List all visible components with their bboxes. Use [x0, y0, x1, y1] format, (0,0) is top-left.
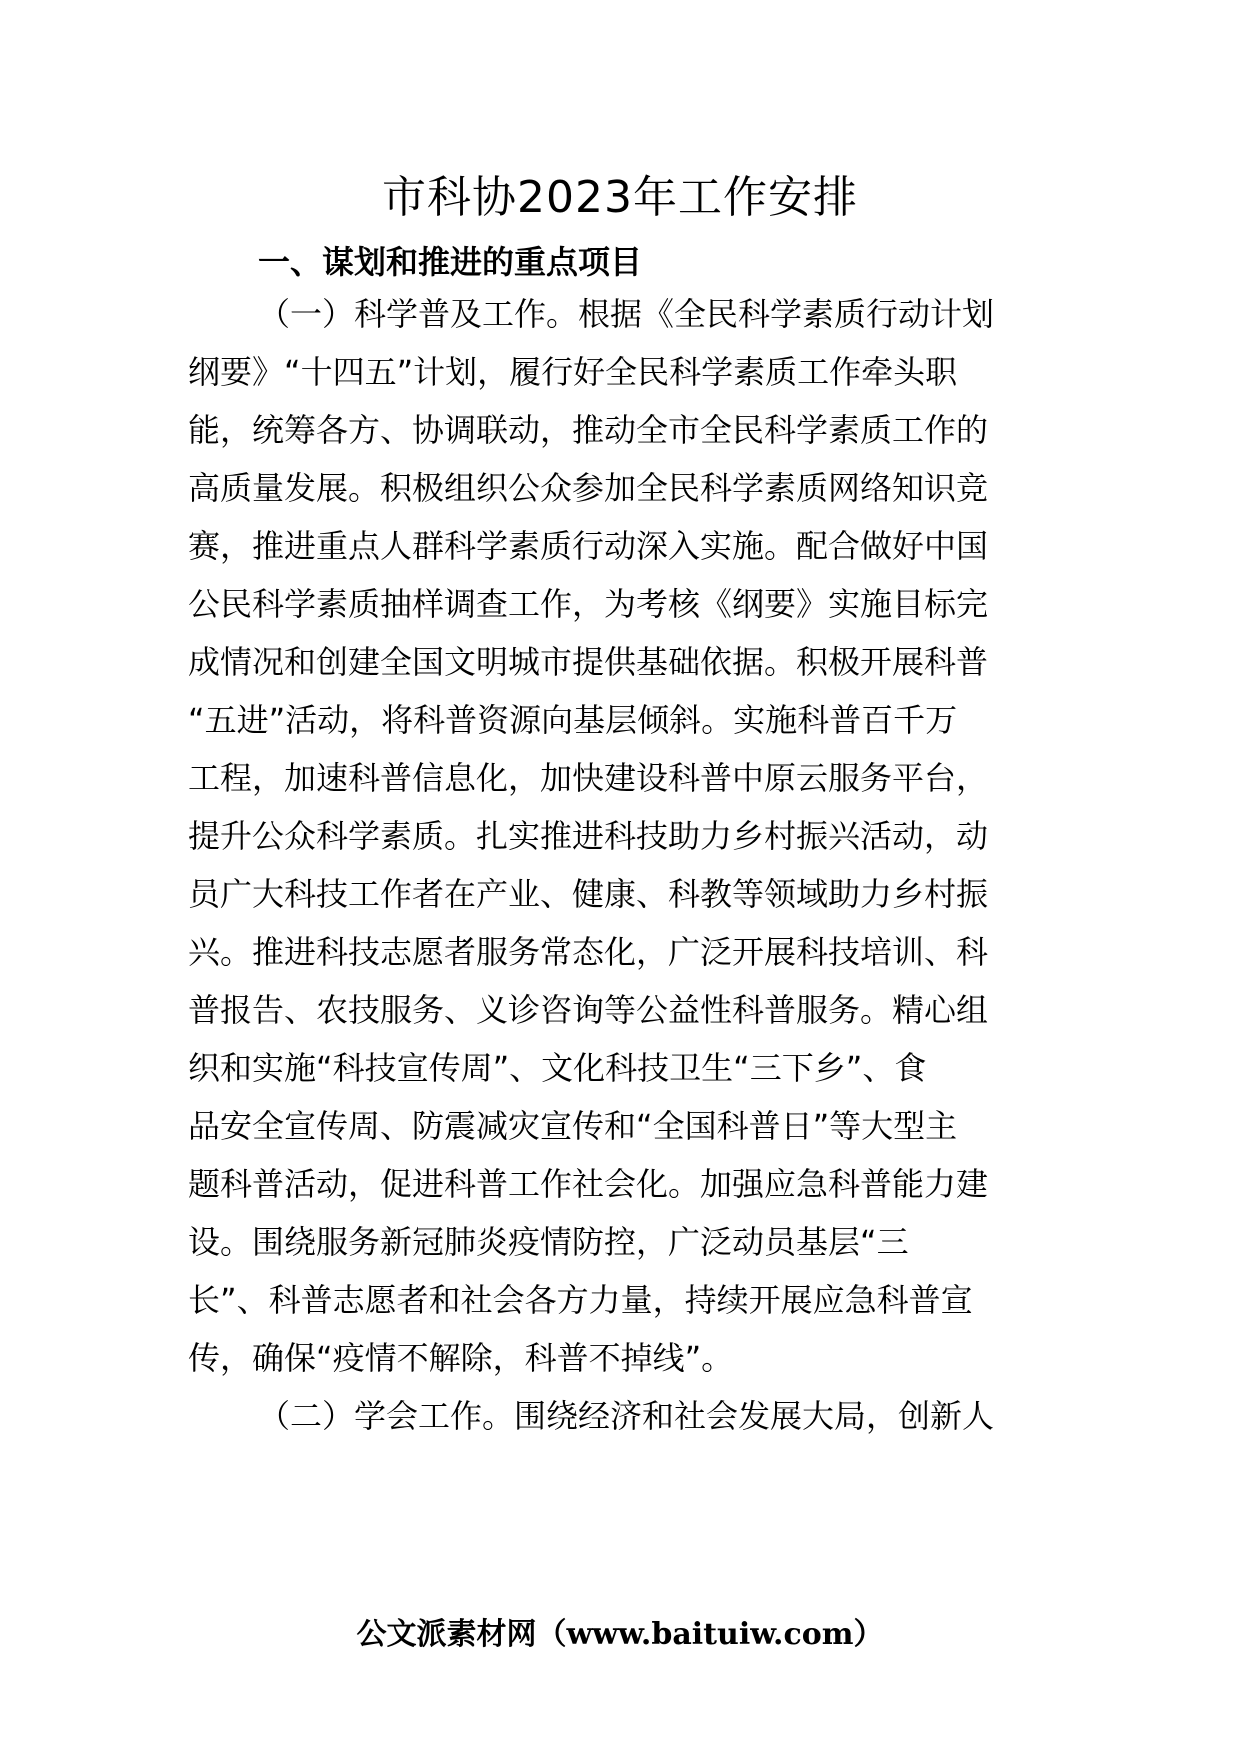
paragraph-line: 能，统筹各方、协调联动，推动全市全民科学素质工作的 [188, 411, 989, 449]
paragraph-line: 纲要》“十四五”计划，履行好全民科学素质工作牵头职 [188, 353, 958, 391]
paragraph-line: （一）科学普及工作。根据《全民科学素质行动计划 [258, 295, 995, 333]
paragraph-line: 高质量发展。积极组织公众参加全民科学素质网络知识竞 [188, 469, 989, 507]
footer-watermark: 公文派素材网（www.baituiw.com） [356, 1617, 884, 1652]
paragraph-line: 提升公众科学素质。扎实推进科技助力乡村振兴活动，动 [188, 817, 989, 855]
paragraph-line: 公民科学素质抽样调查工作，为考核《纲要》实施目标完 [188, 585, 989, 623]
paragraph-line: 赛，推进重点人群科学素质行动深入实施。配合做好中国 [188, 527, 989, 565]
paragraph-line: 普报告、农技服务、义诊咨询等公益性科普服务。精心组 [188, 991, 989, 1029]
paragraph-line: 传，确保“疫情不解除，科普不掉线”。 [188, 1339, 734, 1377]
paragraph-line: 题科普活动，促进科普工作社会化。加强应急科普能力建 [188, 1165, 989, 1203]
section-heading: 一、谋划和推进的重点项目 [258, 243, 643, 281]
paragraph-line: 长”、科普志愿者和社会各方力量，持续开展应急科普宣 [188, 1281, 973, 1319]
paragraph-line: （二）学会工作。围绕经济和社会发展大局，创新人 [258, 1397, 995, 1435]
paragraph-line: 设。围绕服务新冠肺炎疫情防控，广泛动员基层“三 [188, 1223, 909, 1261]
paragraph-line: 品安全宣传周、防震减灾宣传和“全国科普日”等大型主 [188, 1107, 958, 1145]
document-title: 市科协2023年工作安排 [382, 172, 858, 223]
paragraph-line: 织和实施“科技宣传周”、文化科技卫生“三下乡”、食 [188, 1049, 927, 1087]
paragraph-line: 成情况和创建全国文明城市提供基础依据。积极开展科普 [188, 643, 989, 681]
paragraph-line: 员广大科技工作者在产业、健康、科教等领域助力乡村振 [188, 875, 989, 913]
paragraph-line: “五进”活动，将科普资源向基层倾斜。实施科普百千万 [188, 701, 958, 739]
paragraph-line: 工程，加速科普信息化，加快建设科普中原云服务平台， [188, 759, 989, 797]
paragraph-line: 兴。推进科技志愿者服务常态化，广泛开展科技培训、科 [188, 933, 989, 971]
